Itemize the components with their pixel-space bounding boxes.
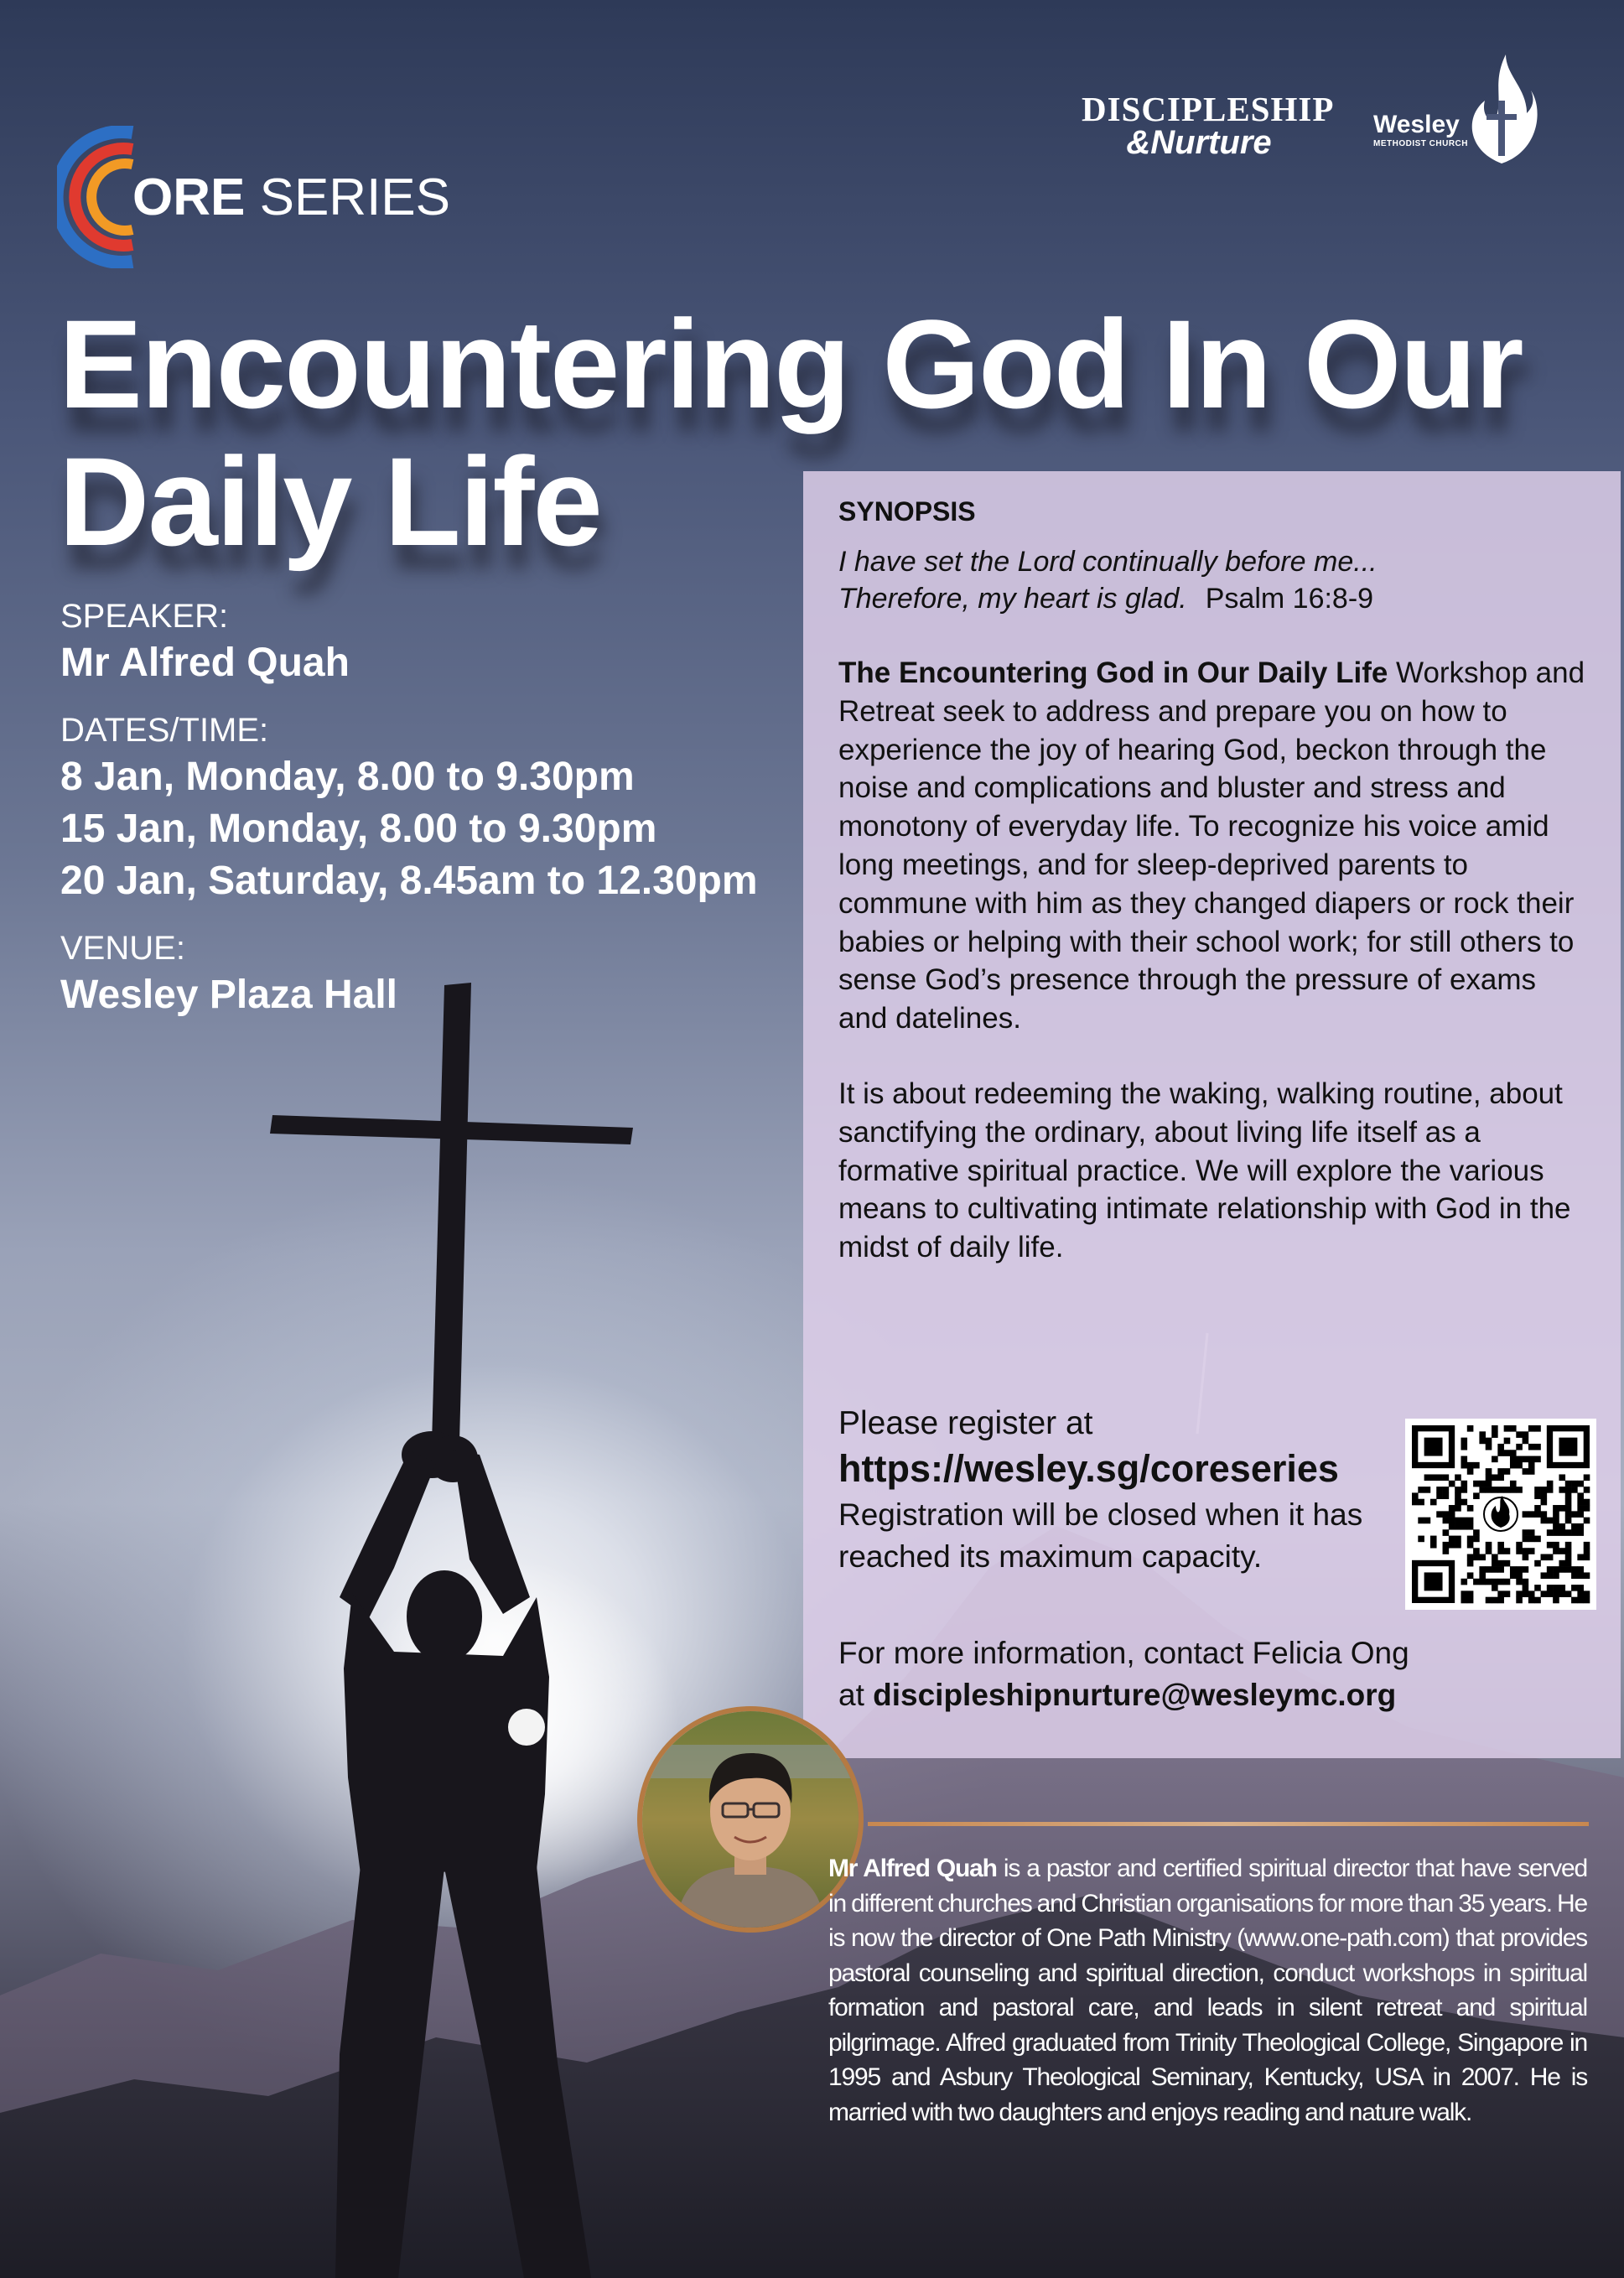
speaker-portrait-icon xyxy=(642,1711,859,1928)
contact-prefix: at xyxy=(838,1678,874,1712)
synopsis-paragraph-1 xyxy=(838,654,1587,1038)
wesley-logo-name: Wesley xyxy=(1373,111,1460,138)
bio-body: is a pastor and certified spiritual director that have served in different churches and Christian organisations for more than 35 years. He is now the director of One Path Ministry (www.one-path.com) that provides pastoral counseling and spiritual direction, conduct workshops in spiritual formation and pastoral care, and leads in silent retreat and spiritual pilgrimage. Alfred graduated from Trinity Theological College, Singapore in 1995 and Asbury Theological Seminary, Kentucky, USA in 2007. He is married with two daughters and enjoys reading and nature walk. xyxy=(828,1855,1587,2126)
discipleship-nurture-logo xyxy=(1082,90,1335,166)
qr-code[interactable] xyxy=(1405,1419,1596,1610)
venue-label: VENUE: xyxy=(60,930,185,967)
register-link[interactable]: https://wesley.sg/coreseries xyxy=(838,1447,1339,1490)
workshop-name: The Encountering God in Our Daily Life xyxy=(838,656,1388,689)
date-item: 15 Jan, Monday, 8.00 to 9.30pm xyxy=(60,807,657,851)
verse-line2: Therefore, my heart is glad. xyxy=(838,583,1187,615)
speaker-label: SPEAKER: xyxy=(60,598,229,635)
bio-name: Mr Alfred Quah xyxy=(828,1855,997,1882)
venue-name: Wesley Plaza Hall xyxy=(60,973,397,1017)
contact-block xyxy=(838,1632,1593,1716)
core-series-light: SERIES xyxy=(245,169,450,226)
title-line2: Daily Life xyxy=(59,431,601,572)
date-item: 20 Jan, Saturday, 8.45am to 12.30pm xyxy=(60,859,758,903)
speaker-bio xyxy=(828,1851,1587,2130)
wesley-logo-sub: METHODIST CHURCH xyxy=(1373,139,1468,148)
title-line1: Encountering God In Our xyxy=(59,293,1523,434)
synopsis-heading: SYNOPSIS xyxy=(838,496,976,527)
speaker-name: Mr Alfred Quah xyxy=(60,641,350,685)
register-prompt: Please register at xyxy=(838,1405,1093,1441)
synopsis-panel xyxy=(803,471,1621,1758)
contact-email[interactable]: discipleshipnurture@wesleymc.org xyxy=(873,1678,1397,1712)
registration-note: Registration will be closed when it has reached its maximum capacity. xyxy=(838,1497,1363,1574)
verse-line1: I have set the Lord continually before me... xyxy=(838,546,1378,578)
contact-line1: For more information, contact Felicia Ong xyxy=(838,1636,1409,1670)
core-series-bold: ORE xyxy=(132,169,246,226)
verse-reference: Psalm 16:8-9 xyxy=(1205,583,1374,615)
date-item: 8 Jan, Monday, 8.00 to 9.30pm xyxy=(60,755,635,799)
dn-logo-line2: &Nurture xyxy=(1126,124,1272,161)
event-info xyxy=(60,595,815,1021)
verse xyxy=(838,543,1587,617)
registration-block xyxy=(838,1404,1375,1578)
paragraph-1-text: Workshop and Retreat seek to address and prepare you on how to experience the joy of hearing God, beckon through the noise and complications and bluster and stress and monotony of everyday life. To recognize his voice amid long meetings, and for sleep-deprived parents to commune with him as they changed diapers or rock their babies or helping with their school work; for still others to sense God’s presence through the pressure of exams and datelines. xyxy=(838,656,1585,1035)
wesley-methodist-logo xyxy=(1372,50,1548,168)
dates-label: DATES/TIME: xyxy=(60,712,269,749)
core-series-logo xyxy=(57,126,450,268)
core-series-text xyxy=(132,168,450,227)
synopsis-paragraph-2: It is about redeeming the waking, walking routine, about sanctifying the ordinary, about living life itself as a formative spiritual practice. We will explore the various means to cultivating intimate relationship with God in the midst of daily life. xyxy=(838,1077,1571,1264)
qr-code-icon xyxy=(1405,1419,1596,1610)
bio-divider xyxy=(868,1822,1589,1826)
dn-logo-line1: DISCIPLESHIP xyxy=(1082,90,1335,128)
flame-cross-icon xyxy=(1460,50,1544,168)
